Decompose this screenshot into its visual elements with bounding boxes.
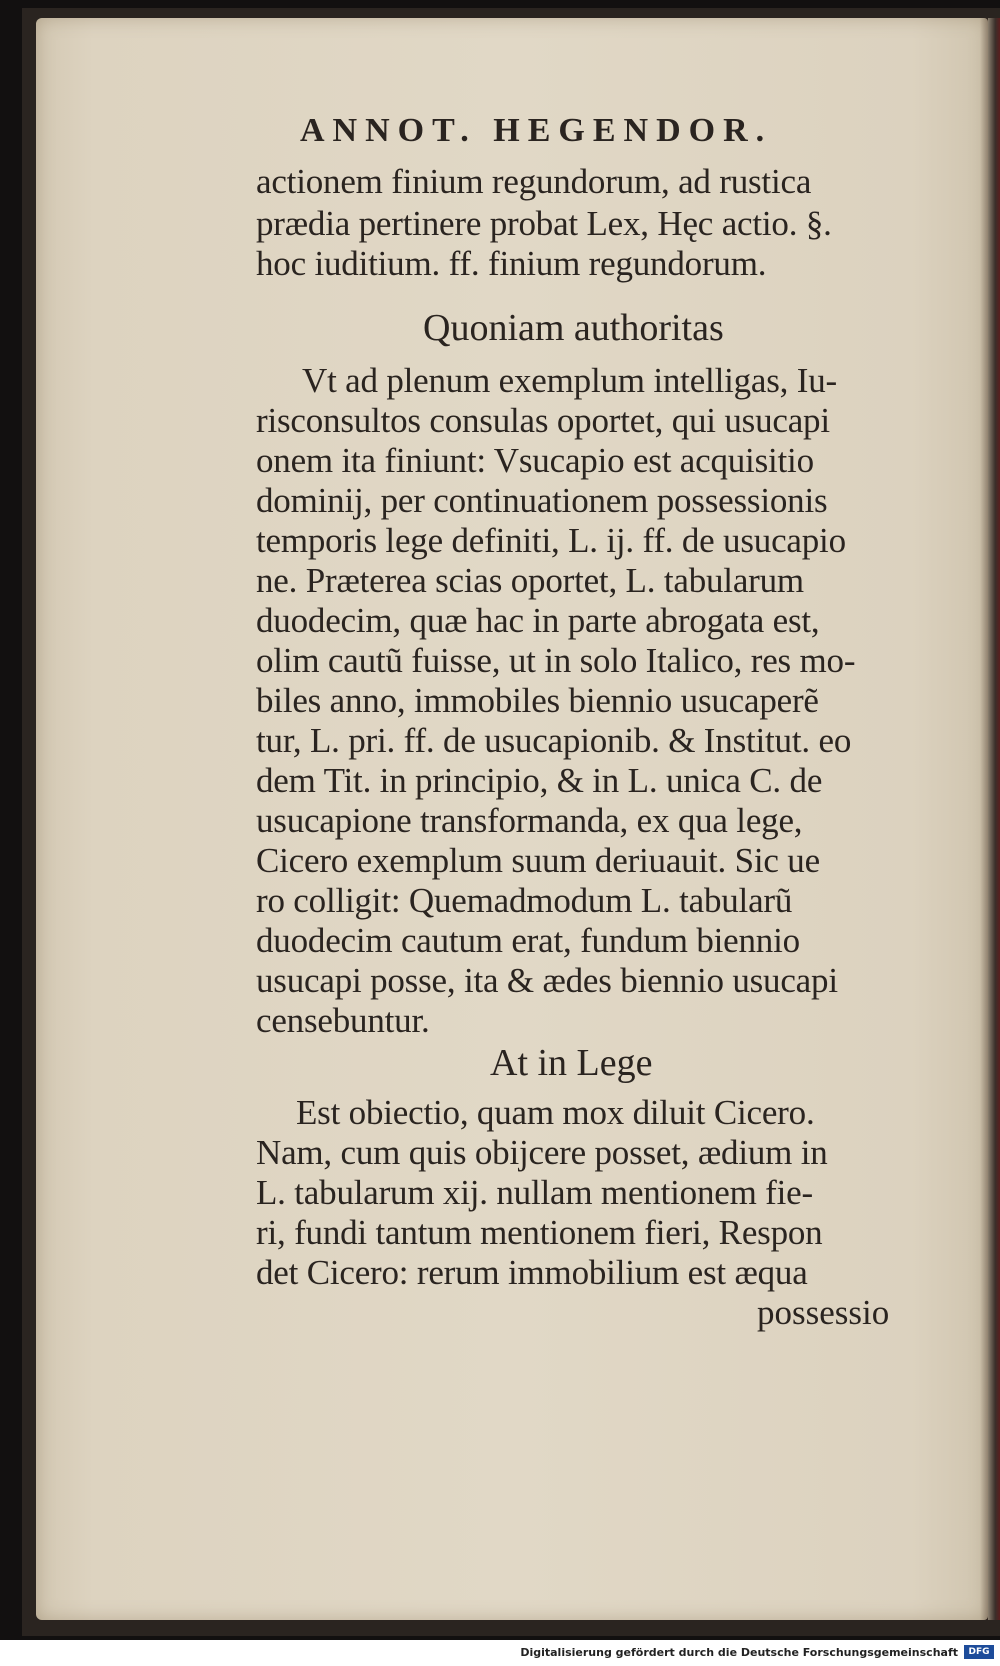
text-line: dominij, per continuationem possessionis bbox=[256, 481, 828, 520]
text-line: L. tabularum xij. nullam mentionem fie- bbox=[256, 1173, 813, 1212]
text-line: temporis lege definiti, L. ij. ff. de usucapio bbox=[256, 521, 846, 560]
text-line: dem Tit. in principio, & in L. unica C. de bbox=[256, 761, 823, 800]
catchword: possessio bbox=[757, 1293, 890, 1332]
text-line: hoc iuditium. ff. finium regundorum. bbox=[256, 244, 767, 283]
text-line: ne. Præterea scias oportet, L. tabularum bbox=[256, 561, 804, 600]
text-line: ri, fundi tantum mentionem fieri, Respon bbox=[256, 1213, 823, 1252]
page-edge-shade bbox=[980, 18, 988, 1620]
text-line: actionem finium regundorum, ad rustica bbox=[256, 162, 812, 201]
text-line: Cicero exemplum suum deriuauit. Sic ue bbox=[256, 841, 820, 880]
book-edge bbox=[988, 18, 1000, 1620]
text-line: onem ita finiunt: Vsucapio est acquisitio bbox=[256, 441, 814, 480]
text-line: censebuntur. bbox=[256, 1001, 430, 1040]
text-line: Vt ad plenum exemplum intelligas, Iu- bbox=[302, 361, 837, 400]
text-line: biles anno, immobiles biennio usucaperẽ bbox=[256, 681, 819, 720]
text-line: Est obiectio, quam mox diluit Cicero. bbox=[296, 1093, 815, 1132]
text-line: usucapi posse, ita & ædes biennio usucapi bbox=[256, 961, 838, 1000]
text-line: duodecim cautum erat, fundum biennio bbox=[256, 921, 800, 960]
dfg-logo: DFG bbox=[964, 1645, 994, 1659]
text-line: Nam, cum quis obijcere posset, ædium in bbox=[256, 1133, 828, 1172]
text-line: prædia pertinere probat Lex, Hęc actio. §. bbox=[256, 204, 832, 243]
section-heading: Quoniam authoritas bbox=[423, 307, 724, 349]
text-line: det Cicero: rerum immobilium est æqua bbox=[256, 1253, 808, 1292]
text-line: ro colligit: Quemadmodum L. tabularũ bbox=[256, 881, 793, 920]
text-line: tur, L. pri. ff. de usucapionib. & Institut. eo bbox=[256, 721, 852, 760]
digitization-credit: Digitalisierung gefördert durch die Deutsche Forschungsgemeinschaft bbox=[520, 1646, 958, 1659]
running-head: ANNOT. HEGENDOR. bbox=[300, 112, 773, 149]
text-line: risconsultos consulas oportet, qui usucapi bbox=[256, 401, 830, 440]
section-heading: At in Lege bbox=[490, 1042, 653, 1084]
text-line: duodecim, quæ hac in parte abrogata est, bbox=[256, 601, 820, 640]
text-line: usucapione transformanda, ex qua lege, bbox=[256, 801, 803, 840]
text-line: olim cautũ fuisse, ut in solo Italico, res mo- bbox=[256, 641, 856, 680]
